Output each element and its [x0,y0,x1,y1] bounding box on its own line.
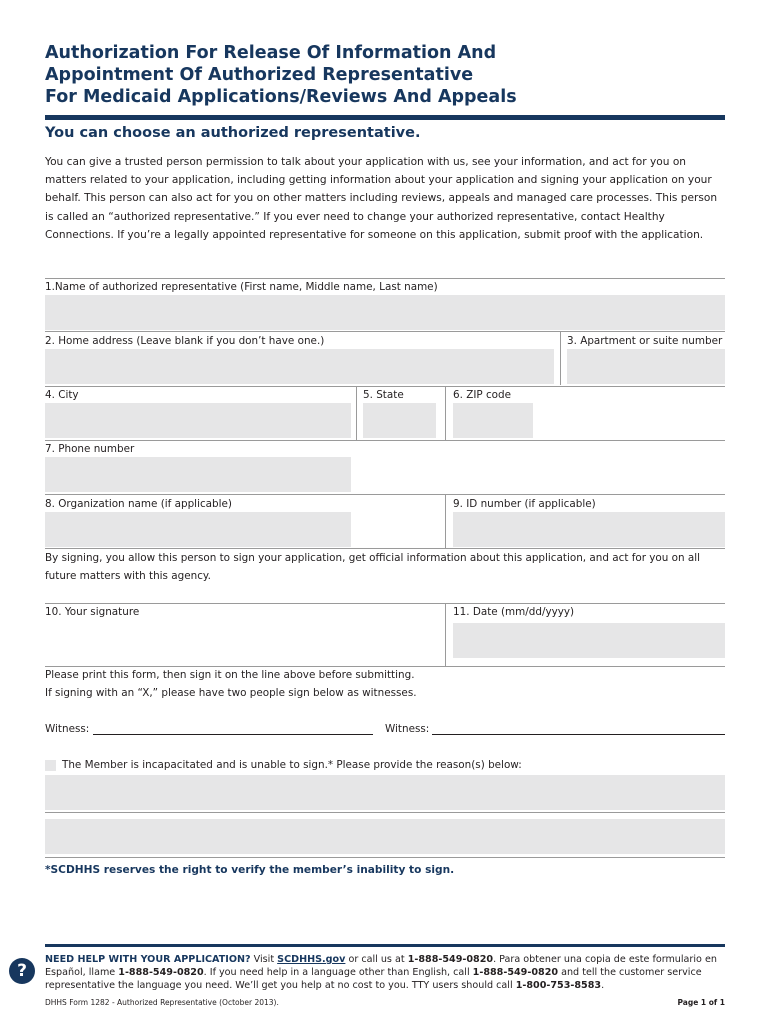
incapacitated-label: The Member is incapacitated and is unable to sign.* Please provide the reason(s) below: [62,759,522,771]
title-line-2: Appointment Of Authorized Representative [45,65,474,85]
header-rule [45,115,725,120]
id-number-label: 9. ID number (if applicable) [453,498,596,510]
column-divider [356,386,357,440]
organization-label: 8. Organization name (if applicable) [45,498,232,510]
form-title [45,42,725,108]
title-line-1: Authorization For Release Of Information And [45,43,497,63]
column-divider [445,494,446,548]
witness-2-signature-line[interactable] [432,734,725,735]
row-divider [45,494,725,495]
row-divider [45,278,725,279]
date-label: 11. Date (mm/dd/yyyy) [453,606,575,618]
help-phone-1: 1-888-549-0820 [407,954,494,965]
row-divider [45,603,725,604]
row-divider [45,331,725,332]
signing-statement-line-1: By signing, you allow this person to sign your application, get official information about this application, and act for you on all [45,552,701,564]
help-call-text: or call us at [345,954,408,965]
date-field[interactable] [453,623,725,658]
help-rule [45,944,725,947]
column-divider [445,386,446,440]
help-tty-phone: 1-800-753-8583 [515,980,602,991]
help-heading: NEED HELP WITH YOUR APPLICATION? [45,954,251,965]
help-phone-3: 1-888-549-0820 [472,967,559,978]
column-divider [560,331,561,385]
city-field[interactable] [45,403,351,438]
page-number: Page 1 of 1 [677,998,725,1007]
reason-field-2[interactable] [45,819,725,854]
help-text [45,953,725,992]
row-divider [45,857,725,858]
section-subhead: You can choose an authorized representative. [45,125,421,141]
row-divider [45,440,725,441]
help-end: . [601,980,605,991]
row-divider [45,812,725,813]
scdhhs-link[interactable]: SCDHHS.gov [277,954,346,965]
reason-field-1[interactable] [45,775,725,810]
zip-label: 6. ZIP code [453,389,512,401]
help-language-text: . If you need help in a language other than English, call [203,967,473,978]
phone-field[interactable] [45,457,351,492]
representative-name-field[interactable] [45,295,725,330]
reserve-note: *SCDHHS reserves the right to verify the member’s inability to sign. [45,864,455,876]
print-instructions-line-2: If signing with an “X,” please have two people sign below as witnesses. [45,687,417,699]
apartment-label: 3. Apartment or suite number [567,335,723,347]
title-line-3: For Medicaid Applications/Reviews And Appeals [45,87,517,107]
phone-label: 7. Phone number [45,443,135,455]
question-icon: ? [9,958,35,984]
city-label: 4. City [45,389,79,401]
incapacitated-checkbox[interactable] [45,760,56,771]
signature-area[interactable] [45,620,440,664]
witness-1-label: Witness: [45,723,90,735]
witness-2-label: Witness: [385,723,430,735]
intro-paragraph: You can give a trusted person permission to talk about your application with us, see your information, and act for you on matters related to your application, including getting information about your application and signing your application on your behalf. This person can also act for you on other matters including reviews, appeals and managed care processes. This person is called an “authorized representative.” If you ever need to change your authorized representative, contact Healthy Connections. If you’re a legally appointed representative for someone on this application, submit proof with the application. [45,156,718,241]
print-instructions [45,666,725,702]
zip-field[interactable] [453,403,533,438]
form-id: DHHS Form 1282 - Authorized Representative (October 2013). [45,998,279,1007]
signing-statement-line-2: future matters with this agency. [45,570,211,582]
help-visit-text: Visit [250,954,278,965]
print-instructions-line-1: Please print this form, then sign it on the line above before submitting. [45,669,415,681]
witness-1-signature-line[interactable] [93,734,373,735]
state-label: 5. State [363,389,404,401]
id-number-field[interactable] [453,512,725,547]
apartment-field[interactable] [567,349,725,384]
row-divider [45,386,725,387]
state-field[interactable] [363,403,436,438]
home-address-label: 2. Home address (Leave blank if you don’t have one.) [45,335,325,347]
help-spanish-text: . Para obtener una copia de este formulario en Español, llame [45,954,717,978]
organization-field[interactable] [45,512,351,547]
help-phone-2: 1-888-549-0820 [118,967,204,978]
name-label: 1.Name of authorized representative (First name, Middle name, Last name) [45,281,438,293]
home-address-field[interactable] [45,349,554,384]
help-representative-text: and tell the customer service representative the language you need. We’ll get you help at no cost to you. TTY users should call [45,967,702,991]
column-divider [445,603,446,667]
signing-statement [45,549,725,585]
signature-label: 10. Your signature [45,606,140,618]
